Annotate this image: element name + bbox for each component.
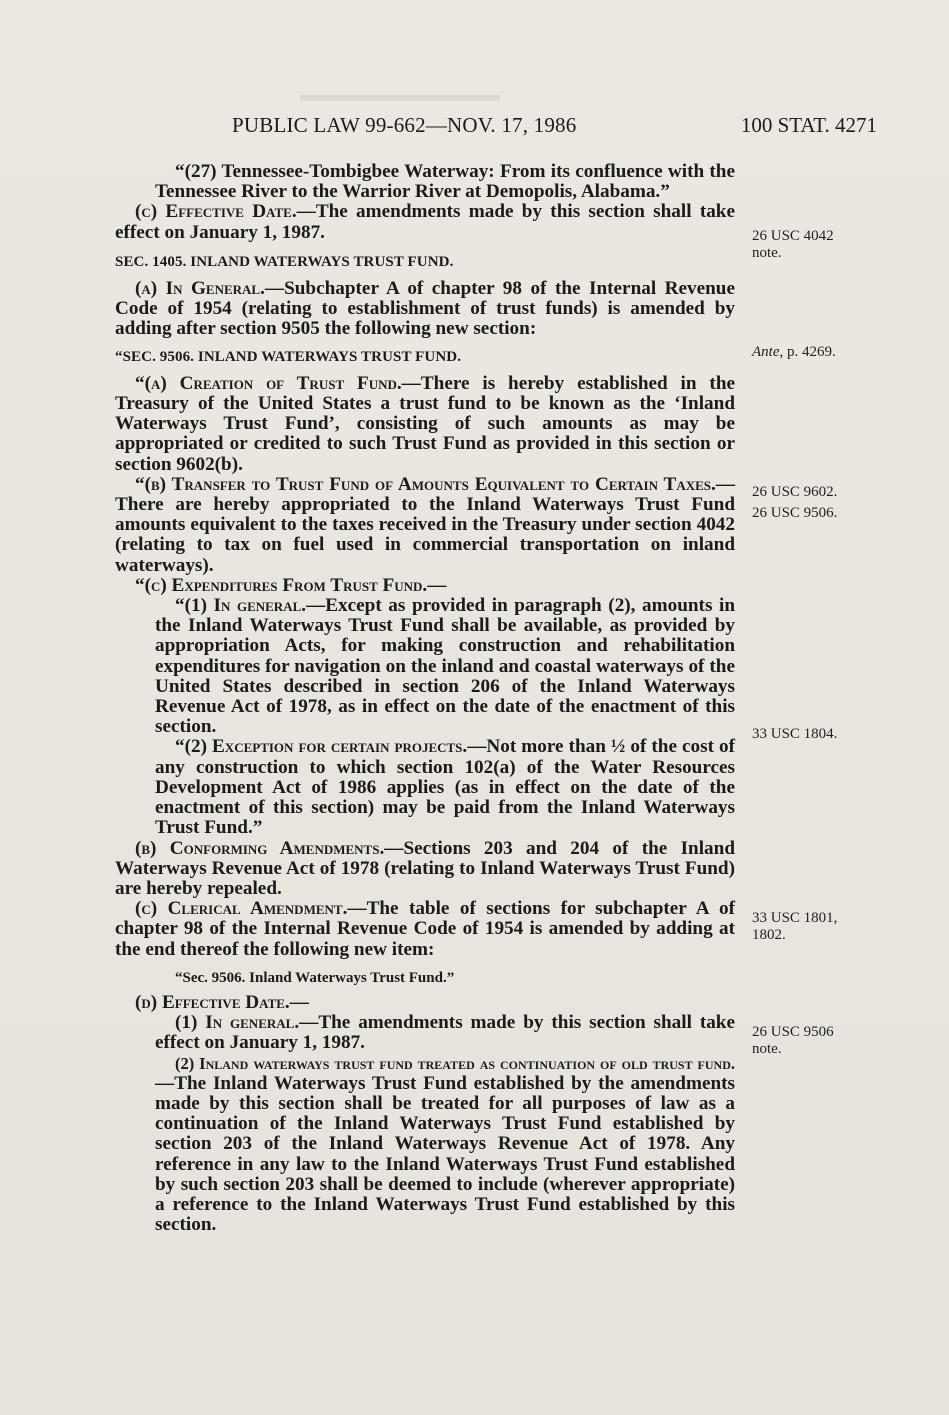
section-heading-9506: “SEC. 9506. INLAND WATERWAYS TRUST FUND. xyxy=(115,348,462,365)
bleed-through-artifact xyxy=(300,95,500,101)
paragraph-d1-in-general xyxy=(115,1013,735,1053)
paragraph-conforming-amendments xyxy=(115,839,735,900)
paragraph-text: — xyxy=(427,574,447,596)
paragraph-label: (a) In General. xyxy=(135,278,265,300)
paragraph-c2-exception xyxy=(115,737,735,838)
margin-note-26usc4042: 26 USC 4042 note. xyxy=(752,228,834,261)
table-of-sections-item: “Sec. 9506. Inland Waterways Trust Fund.” xyxy=(175,969,455,986)
header-title: PUBLIC LAW 99-662—NOV. 17, 1986 xyxy=(232,113,577,137)
paragraph-effective-date xyxy=(115,202,735,242)
paragraph-text: —Subchapter A of chapter 98 of the Internal Revenue Code of 1954 (relating to establishment of trust funds) is amended by adding after section 9505 the following new section: xyxy=(115,278,735,340)
paragraph-label: (1) In general. xyxy=(175,1012,300,1034)
document-body xyxy=(115,162,735,1235)
paragraph-text: “(27) Tennessee-Tombigbee Waterway: From its confluence with the Tennessee River to the Warrior River at Demopolis, Alabama.” xyxy=(155,161,735,203)
paragraph-label: (2) Inland waterways trust fund treated as continuation of old trust fund. xyxy=(175,1053,735,1073)
margin-note-33usc1804: 33 USC 1804. xyxy=(752,726,838,742)
paragraph-label: (c) Effective Date. xyxy=(135,201,297,223)
paragraph-text: —There are hereby appropriated to the Inland Waterways Trust Fund amounts equivalent to the taxes received in the Treasury under section 4042 (relating to tax on fuel used in commercial transportation on inland waterways). xyxy=(115,473,735,576)
paragraph-label: “(2) Exception for certain projects. xyxy=(175,736,468,758)
paragraph-text: — xyxy=(289,991,309,1013)
margin-note-26usc9506-note: 26 USC 9506 note. xyxy=(752,1024,834,1057)
page-header xyxy=(115,113,877,143)
paragraph-d-effective-date xyxy=(115,993,735,1013)
paragraph-creation-of-trust-fund xyxy=(115,374,735,475)
paragraph-label: “(c) Expenditures From Trust Fund. xyxy=(135,574,428,596)
paragraph-label: “(1) In general. xyxy=(175,595,307,617)
paragraph-text: —Sections 203 and 204 of the Inland Waterways Revenue Act of 1978 (relating to Inland Waterways Trust Fund) are hereby repealed. xyxy=(115,837,735,899)
paragraph-text: —Except as provided in paragraph (2), amounts in the Inland Waterways Trust Fund shall be available, as provided by appropriation Acts, for making construction and rehabilitation expenditures for navigation on the inland and coastal waterways of the United States described in section 206 of the Inland Waterways Revenue Act of 1978, as in effect on the date of the enactment of this section. xyxy=(155,595,735,738)
margin-note-italic: Ante, xyxy=(752,344,784,360)
margin-note-ante-4269 xyxy=(752,344,862,361)
margin-note-26usc9506: 26 USC 9506. xyxy=(752,505,838,521)
paragraph-expenditures xyxy=(115,576,735,596)
header-page-number: 100 STAT. 4271 xyxy=(740,113,877,137)
paragraph-text: —The amendments made by this section shall take effect on January 1, 1987. xyxy=(155,1012,735,1054)
paragraph-label: “(b) Transfer to Trust Fund of Amounts Equivalent to Certain Taxes. xyxy=(135,473,716,495)
section-heading-1405: SEC. 1405. INLAND WATERWAYS TRUST FUND. xyxy=(115,253,454,270)
paragraph-text: —The table of sections for subchapter A of chapter 98 of the Internal Revenue Code of 1954 is amended by adding at the end thereof the following new item: xyxy=(115,898,735,960)
paragraph-text: —The amendments made by this section shall take effect on January 1, 1987. xyxy=(115,201,735,243)
paragraph-transfer-to-trust-fund xyxy=(115,475,735,576)
paragraph-clerical-amendment xyxy=(115,899,735,960)
paragraph-in-general xyxy=(115,279,735,340)
margin-note-33usc1801: 33 USC 1801, 1802. xyxy=(752,910,838,943)
paragraph-text: —Not more than ½ of the cost of any construction to which section 102(a) of the Water Resources Development Act of 1986 applies (as in effect on the date of the enactment of this section) may be paid from the Inland Waterways Trust Fund.” xyxy=(155,736,735,839)
margin-note-26usc9602: 26 USC 9602. xyxy=(752,484,838,500)
paragraph-27 xyxy=(115,162,735,202)
paragraph-label: (b) Conforming Amendments. xyxy=(135,837,385,859)
margin-note-text: p. 4269. xyxy=(783,344,836,360)
paragraph-text: —The Inland Waterways Trust Fund established by the amendments made by this section shall be treated for all purposes of law as a continuation of the Inland Waterways Trust Fund established by section 203 of the Inland Waterways Revenue Act of 1978. Any reference in any law to the Inland Waterways Trust Fund established by such section 203 shall be deemed to include (wherever appropriate) a reference to the Inland Waterways Trust Fund established by this section. xyxy=(155,1072,735,1236)
paragraph-label: (c) Clerical Amendment. xyxy=(135,898,348,920)
paragraph-d2-continuation xyxy=(115,1054,735,1236)
paragraph-c1-in-general xyxy=(115,596,735,737)
paragraph-text: —There is hereby established in the Treasury of the United States a trust fund to be known as the ‘Inland Waterways Trust Fund’, consisting of such amounts as may be appropriated or credited to such Trust Fund as provided in this section or section 9602(b). xyxy=(115,372,736,475)
paragraph-label: (d) Effective Date. xyxy=(135,991,290,1013)
paragraph-label: “(a) Creation of Trust Fund. xyxy=(135,372,402,394)
